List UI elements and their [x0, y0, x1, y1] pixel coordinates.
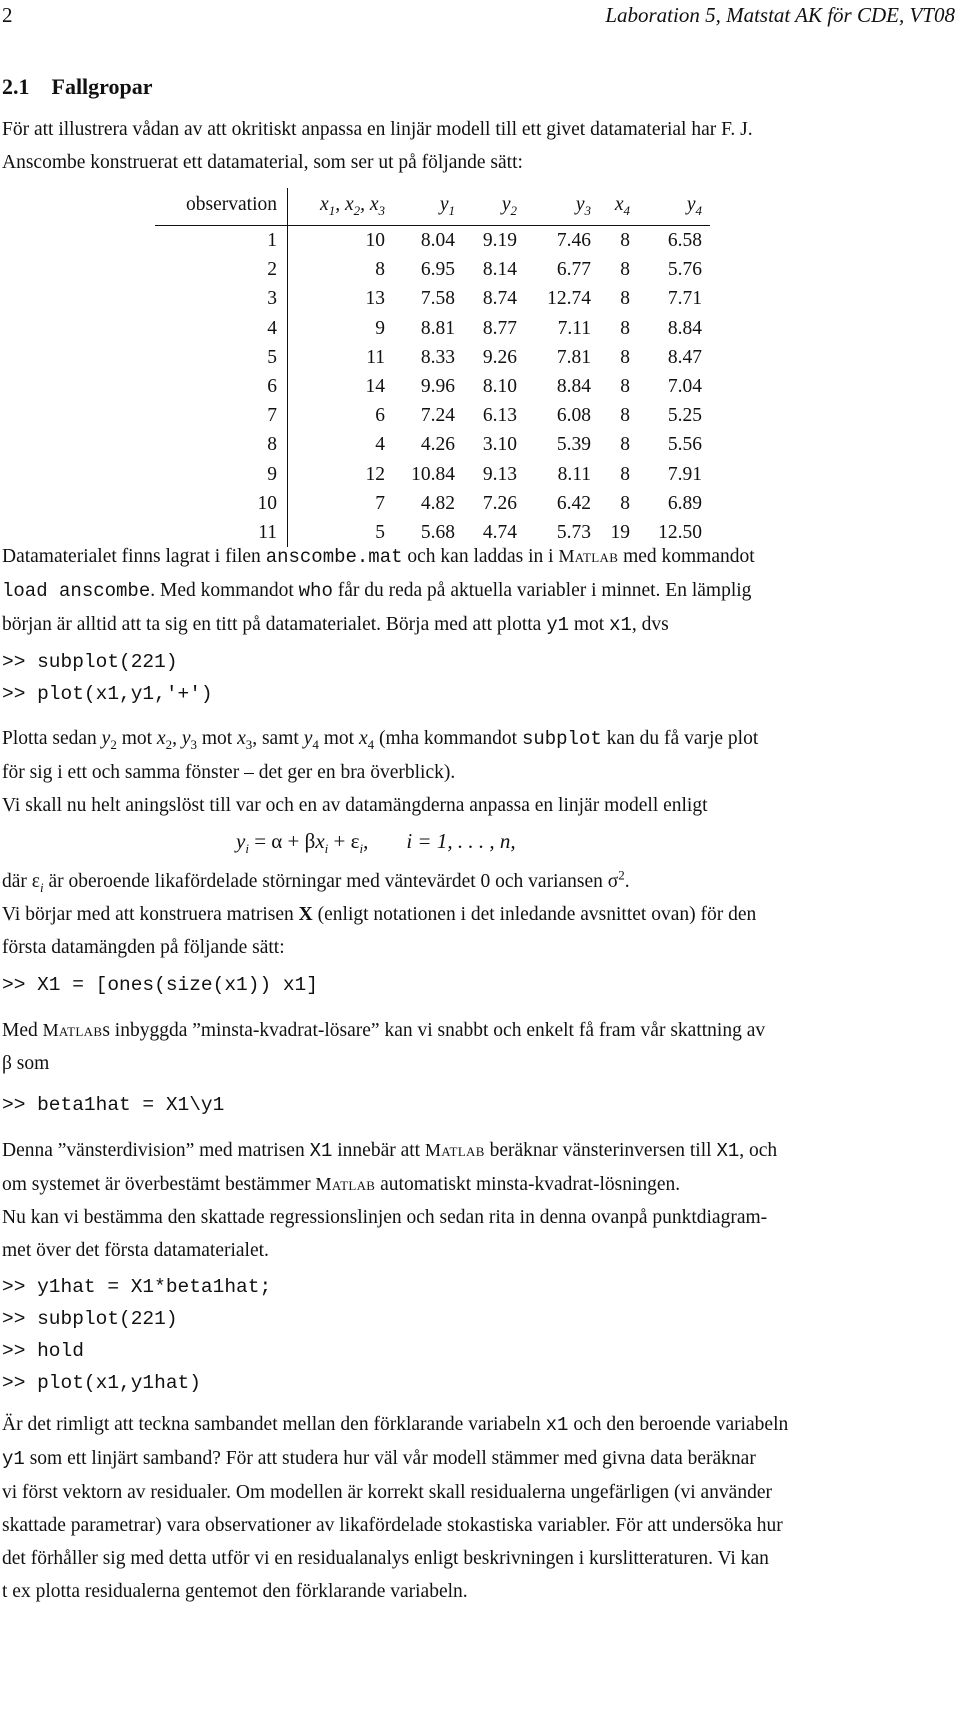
table-cell: 6.42: [556, 492, 591, 514]
table-cell: 19: [610, 522, 630, 544]
table-cell: 7: [375, 492, 385, 514]
table-cell: 8.04: [420, 230, 455, 251]
table-row: [155, 460, 710, 489]
code-line: >> y1hat = X1*beta1hat;: [2, 1276, 272, 1298]
table-cell: 5: [155, 343, 288, 372]
table-cell: 8: [620, 492, 630, 514]
table-cell: 7.04: [667, 376, 702, 398]
col-header: $y_3$: [517, 188, 591, 226]
table-cell: 8.14: [482, 259, 517, 281]
table-cell: 9.19: [482, 230, 517, 251]
code-block: [2, 969, 318, 1001]
table-row: [155, 343, 710, 372]
command: load anscombe: [2, 580, 151, 602]
section-title: Fallgropar: [51, 74, 153, 99]
table-cell: 10: [155, 489, 288, 518]
table-row: [155, 255, 710, 284]
table-cell: 5.73: [556, 522, 591, 544]
paragraph-lsq: Med Matlabs inbyggda ”minsta-kvadrat-lösare” kan vi snabbt och enkelt få fram vår skattning av β som: [2, 1020, 766, 1074]
table-row: [155, 489, 710, 518]
table-cell: 14: [365, 376, 385, 398]
command: who: [298, 580, 333, 602]
code-block: [2, 1271, 271, 1399]
paragraph-residuals: Är det rimligt att teckna sambandet mellan den förklarande variabeln x1 och den beroende variabeln y1 som ett linjärt samband? För att studera hur väl vår modell stämmer med givna data beräknar vi först vektorn av residualer. Om modellen är korrekt skall residualerna ungefärligen (vi använder skattade parametrar) vara observationer av likafördelade stokastiska variabler. För att undersöka hur det förhåller sig med detta utför vi en residualanalys enligt beskrivningen i kurslitteraturen. Vi kan t ex plotta residualerna gentemot den förklarande variabeln.: [2, 1414, 789, 1602]
table-cell: 7.24: [420, 405, 455, 427]
table-cell: 9.96: [420, 376, 455, 398]
table-cell: 8.84: [667, 317, 702, 339]
table-cell: 11: [366, 346, 385, 368]
table-cell: 8: [620, 434, 630, 456]
code-line: >> plot(x1,y1,'+'): [2, 683, 213, 705]
table-cell: 13: [365, 288, 385, 310]
table-cell: 8: [620, 288, 630, 310]
table-cell: 6.08: [556, 405, 591, 427]
running-header: Laboration 5, Matstat AK för CDE, VT08: [605, 3, 955, 27]
table-cell: 8.77: [482, 317, 517, 339]
table-row: [155, 401, 710, 430]
table-row: [155, 372, 710, 401]
table-cell: 8.74: [482, 288, 517, 310]
code-block: [2, 1089, 224, 1121]
table-cell: 6.77: [556, 259, 591, 281]
table-cell: 6: [155, 372, 288, 401]
table-cell: 8.10: [482, 376, 517, 398]
table-row: [155, 430, 710, 459]
table-cell: 8: [620, 405, 630, 427]
filename: anscombe.mat: [265, 546, 403, 568]
intro-line: För att illustrera vådan av att okritiskt anpassa en linjär modell till ett givet datamaterial har F. J.: [2, 119, 753, 140]
intro-paragraph: [2, 113, 957, 179]
table-cell: 7.46: [556, 230, 591, 251]
table-cell: 5.39: [556, 434, 591, 456]
table-cell: 5.56: [667, 434, 702, 456]
table-cell: 8: [620, 346, 630, 368]
table-cell: 3.10: [482, 434, 517, 456]
paragraph-leftdiv: Denna ”vänsterdivision” med matrisen X1 innebär att Matlab beräknar vänsterinversen till X1, och om systemet är överbestämt bestämmer Matlab automatiskt minsta-kvadrat-lösningen. Nu kan vi bestämma den skattade regressionslinjen och sedan rita in denna ovanpå punktdiagram- met över det första datamaterialet.: [2, 1140, 778, 1261]
table-cell: 12.50: [658, 522, 702, 544]
section-heading: [2, 70, 153, 104]
table-cell: 11: [155, 518, 288, 547]
table-cell: 4.26: [420, 434, 455, 456]
page-number: 2: [2, 3, 13, 27]
col-header: $y_2$: [455, 188, 517, 226]
table-cell: 7.91: [667, 463, 702, 485]
table-cell: 7.81: [556, 346, 591, 368]
code-line: >> hold: [2, 1340, 84, 1362]
table-cell: 7.58: [420, 288, 455, 310]
col-header: $x_4$: [591, 188, 630, 226]
intro-line: Anscombe konstruerat ett datamaterial, som ser ut på följande sätt:: [2, 152, 523, 173]
regression-equation: $y_i = \alpha + \beta x_i + \varepsilon_i$, i = 1, . . . , n,: [236, 829, 516, 857]
table-cell: 7: [155, 401, 288, 430]
table-row: [155, 314, 710, 343]
table-row: [155, 284, 710, 313]
table-cell: 6.58: [667, 230, 702, 251]
paragraph-matrix: där $\varepsilon_i$ är oberoende likafördelade störningar med väntevärdet 0 och variansen $\sigma^2$. Vi börjar med att konstruera matrisen X (enligt notationen i det inledande avsnittet ovan) för den första datamängden på följande sätt:: [2, 867, 757, 958]
table-cell: 8.84: [556, 376, 591, 398]
code-line: >> subplot(221): [2, 1308, 178, 1330]
code-block: [2, 646, 213, 710]
table-cell: 2: [155, 255, 288, 284]
table-cell: 8: [620, 259, 630, 281]
table-cell: 6.13: [482, 405, 517, 427]
code-line: >> subplot(221): [2, 651, 178, 673]
section-number: 2.1: [2, 74, 30, 99]
table-cell: 12: [365, 463, 385, 485]
table-cell: 9: [375, 317, 385, 339]
table-cell: 5: [375, 522, 385, 544]
table-cell: 10.84: [411, 463, 455, 485]
table-cell: 12.74: [547, 288, 591, 310]
table-cell: 4: [375, 434, 385, 456]
table-cell: 8.11: [557, 463, 591, 485]
paragraph-plot: Plotta sedan $y_2$ mot $x_2$, $y_3$ mot $x_3$, samt $y_4$ mot $x_4$ (mha kommandot subplot kan du få varje plot för sig i ett och samma fönster – det ger en bra överblick). Vi skall nu helt aningslöst till var och en av datamängderna anpassa en linjär modell enligt: [2, 728, 759, 816]
table-cell: 5.76: [667, 259, 702, 281]
table-cell: 5.68: [420, 522, 455, 544]
matlab-name: Matlab: [558, 546, 619, 566]
table-cell: 6.95: [420, 259, 455, 281]
paragraph-data-file: Datamaterialet finns lagrat i filen anscombe.mat och kan laddas in i Matlab med kommandot load anscombe. Med kommandot who får du reda på aktuella variabler i minnet. En lämplig början är alltid att ta sig en titt på datamaterialet. Börja med att plotta y1 mot x1, dvs: [2, 546, 755, 636]
col-header: $y_4$: [630, 188, 710, 226]
code-line: >> plot(x1,y1hat): [2, 1372, 201, 1394]
table-cell: 1: [155, 226, 288, 256]
table-cell: 7.71: [667, 288, 702, 310]
table-cell: 8: [620, 317, 630, 339]
col-header: $y_1$: [385, 188, 455, 226]
table-row: [155, 226, 710, 256]
table-cell: 4.82: [420, 492, 455, 514]
table-cell: 4.74: [482, 522, 517, 544]
table-cell: 6: [375, 405, 385, 427]
table-cell: 7.11: [557, 317, 591, 339]
table-cell: 8: [620, 376, 630, 398]
table-cell: 8: [375, 259, 385, 281]
table-cell: 8.47: [667, 346, 702, 368]
table-cell: 7.26: [482, 492, 517, 514]
table-cell: 5.25: [667, 405, 702, 427]
table-cell: 10: [365, 230, 385, 251]
table-cell: 9.26: [482, 346, 517, 368]
table-cell: 8: [620, 230, 630, 251]
table-cell: 8: [155, 430, 288, 459]
table-cell: 8: [620, 463, 630, 485]
code-line: >> beta1hat = X1\y1: [2, 1094, 225, 1116]
table-cell: 9: [155, 460, 288, 489]
table-cell: 8.33: [420, 346, 455, 368]
table-cell: 4: [155, 314, 288, 343]
col-header: observation: [155, 188, 288, 226]
table-cell: 3: [155, 284, 288, 313]
table-cell: 9.13: [482, 463, 517, 485]
col-header: $x_1$, $x_2$, $x_3$: [288, 188, 386, 226]
table-cell: 8.81: [420, 317, 455, 339]
table-header-row: [155, 188, 710, 226]
anscombe-table: [155, 188, 710, 547]
code-line: >> X1 = [ones(size(x1)) x1]: [2, 974, 318, 996]
table-cell: 6.89: [667, 492, 702, 514]
